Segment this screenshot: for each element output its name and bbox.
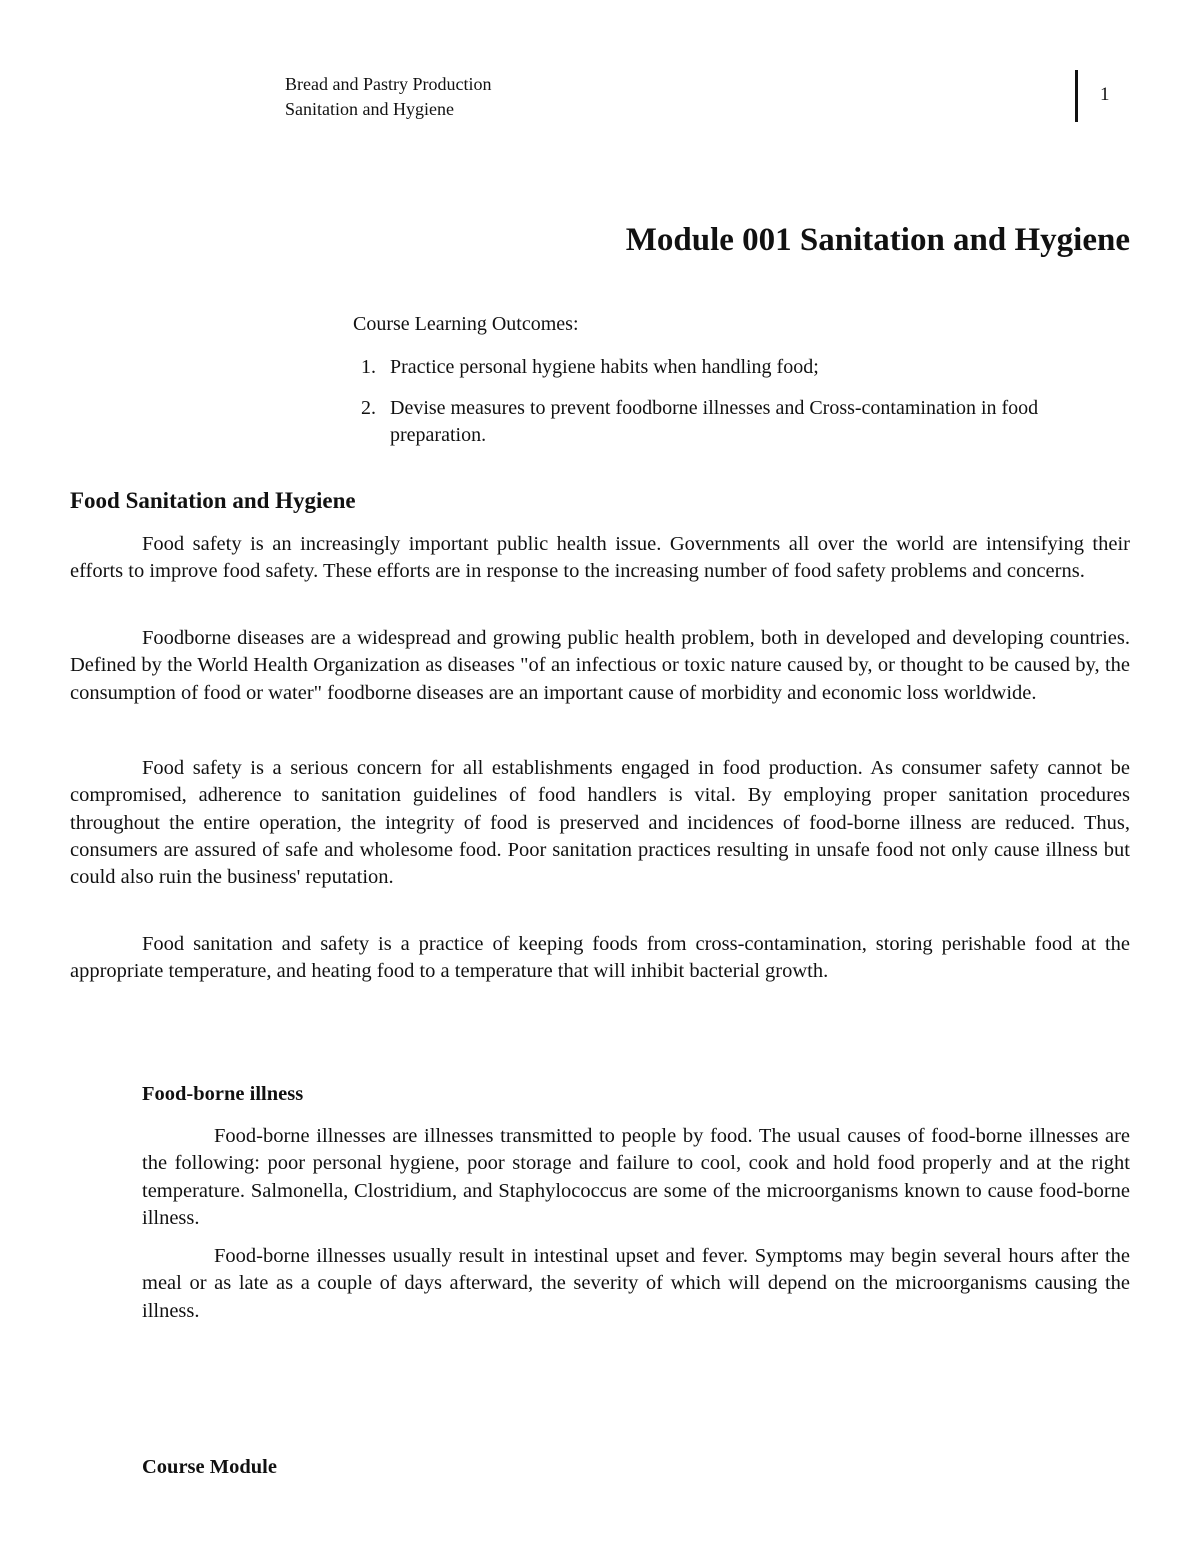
running-header: [285, 72, 491, 122]
list-number: 2.: [361, 397, 376, 419]
list-item: [353, 395, 1133, 449]
outcomes-list: [353, 354, 1133, 463]
header-divider: [1075, 70, 1078, 122]
paragraph: Food safety is an increasingly important public health issue. Governments all over the world are intensifying their efforts to improve food safety. These efforts are in response to the increasing number of food safety problems and concerns.: [70, 533, 1130, 583]
paragraph: Food safety is a serious concern for all establishments engaged in food production. As consumer safety cannot be compromised, adherence to sanitation guidelines of food handlers is vital. By employing proper sanitation procedures throughout the entire operation, the integrity of food is preserved and incidences of food-borne illness are reduced. Thus, consumers are assured of safe and wholesome food. Poor sanitation practices resulting in unsafe food not only cause illness but could also ruin the business' reputation.: [70, 757, 1130, 889]
footer-label: Course Module: [142, 1456, 277, 1478]
section-heading: Food Sanitation and Hygiene: [70, 488, 356, 513]
paragraph: Foodborne diseases are a widespread and growing public health problem, both in developed and developing countries. Defined by the World Health Organization as diseases "of an infectious or toxic nature caused by, or thought to be caused by, the consumption of food or water" foodborne diseases are an important cause of morbidity and economic loss worldwide.: [70, 627, 1130, 704]
header-topic: Sanitation and Hygiene: [285, 99, 454, 119]
page-title: Module 001 Sanitation and Hygiene: [625, 222, 1130, 258]
subsection-heading: Food-borne illness: [142, 1083, 304, 1105]
header-course: Bread and Pastry Production: [285, 74, 492, 94]
list-text: Practice personal hygiene habits when handling food;: [390, 356, 819, 378]
list-item: [353, 354, 1133, 381]
list-number: 1.: [361, 356, 376, 378]
outcomes-label: Course Learning Outcomes:: [353, 313, 579, 335]
paragraph: Food sanitation and safety is a practice of keeping foods from cross-contamination, storing perishable food at the appropriate temperature, and heating food to a temperature that will inhibit bacterial growth.: [70, 933, 1130, 983]
paragraph: Food-borne illnesses usually result in intestinal upset and fever. Symptoms may begin several hours after the meal or as late as a couple of days afterward, the severity of which will depend on the microorganisms causing the illness.: [142, 1245, 1130, 1322]
list-text: Devise measures to prevent foodborne illnesses and Cross-contamination in food preparation.: [390, 397, 1039, 446]
paragraph: Food-borne illnesses are illnesses transmitted to people by food. The usual causes of food-borne illnesses are the following: poor personal hygiene, poor storage and failure to cool, cook and hold food properly and at the right temperature. Salmonella, Clostridium, and Staphylococcus are some of the microorganisms known to cause food-borne illness.: [142, 1125, 1130, 1229]
page-number: 1: [1100, 84, 1110, 105]
